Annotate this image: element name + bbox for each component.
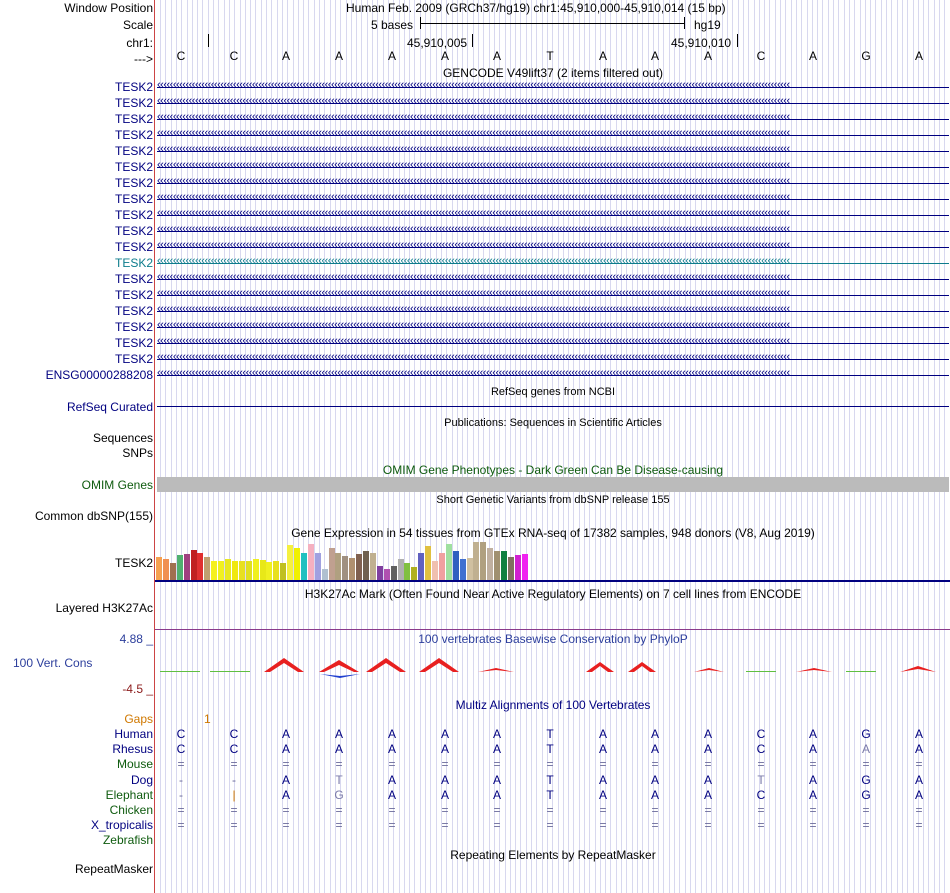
ruler-position-2: 45,910,010 [671,36,732,50]
gencode-transcript-label[interactable]: TESK2 [114,256,153,270]
alignment-base: = [546,757,554,772]
alignment-base: = [651,818,659,833]
alignment-base: = [651,757,659,772]
alignment-base: A [861,742,870,757]
gtex-tissue-bar[interactable] [411,567,417,580]
species-label-chicken[interactable]: Chicken [109,803,153,817]
species-label-mouse[interactable]: Mouse [116,757,153,772]
alignment-base: A [492,742,501,757]
strand-arrows: ‹‹‹‹‹‹‹‹‹‹‹‹‹‹‹‹‹‹‹‹‹‹‹‹‹‹‹‹‹‹‹‹‹‹‹‹‹‹‹‹‹‹‹‹‹‹‹‹‹‹‹‹‹‹‹‹‹‹‹‹‹‹‹‹‹‹‹‹‹‹‹‹‹‹‹‹‹‹‹‹‹‹‹‹‹‹‹‹‹‹‹‹‹‹‹‹‹‹‹‹‹‹‹‹‹‹‹‹‹‹‹‹‹‹‹‹‹‹‹‹‹‹‹‹‹‹‹‹‹‹‹‹‹‹‹‹‹‹‹‹‹‹‹‹‹‹‹‹‹‹‹‹‹‹‹‹‹‹‹‹‹‹‹‹‹‹‹‹‹‹‹‹‹‹‹‹‹‹‹‹‹‹‹‹‹‹‹‹‹‹‹‹‹‹‹‹‹‹‹‹ [157,191,790,203]
gtex-tissue-bar[interactable] [487,548,493,580]
publications-track-label[interactable]: Sequences [92,431,153,445]
alignment-base: T [546,787,554,802]
alignment-base: = [335,757,343,772]
gtex-tissue-bar[interactable] [460,559,466,580]
base-letter: A [598,49,607,63]
alignment-base: A [387,742,396,757]
gtex-tissue-bar[interactable] [404,563,410,580]
gtex-gene-line [155,580,950,582]
gtex-track-label[interactable]: TESK2 [114,556,153,570]
gtex-tissue-bar[interactable] [163,559,169,580]
species-label-dog[interactable]: Dog [130,772,153,787]
gtex-tissue-bar[interactable] [294,548,300,580]
gencode-transcript-label[interactable]: TESK2 [114,160,153,174]
base-letter: A [650,49,659,63]
gtex-tissue-bar[interactable] [232,561,238,580]
alignment-base: = [704,818,712,833]
gtex-tissue-bar[interactable] [184,554,190,580]
cons-positive-peaks [264,658,936,672]
gtex-tissue-bar[interactable] [473,542,479,580]
label-divider [154,0,155,893]
gtex-tissue-bar[interactable] [156,557,162,580]
gtex-tissue-bar[interactable] [425,546,431,580]
species-label-zebrafish[interactable]: Zebrafish [102,833,153,848]
alignment-base: = [282,757,290,772]
gtex-tissue-bar[interactable] [246,561,252,580]
gtex-tissue-bar[interactable] [432,561,438,580]
alignment-base: A [914,727,923,741]
gtex-tissue-bar[interactable] [384,569,390,580]
alignment-base: = [599,757,607,772]
repeatmasker-track-label[interactable]: RepeatMasker [74,862,153,876]
alignment-base: C [756,742,766,757]
window-position-label: Window Position [64,1,153,15]
gtex-tissue-bar[interactable] [218,561,224,580]
alignment-base: A [387,727,396,741]
assembly-position-text: Human Feb. 2009 (GRCh37/hg19) chr1:45,910,000-45,910,014 (15 bp) [346,1,726,15]
alignment-base: = [599,803,607,817]
alignment-base: T [546,727,554,741]
species-label-elephant[interactable]: Elephant [105,787,153,802]
strand-arrows: ‹‹‹‹‹‹‹‹‹‹‹‹‹‹‹‹‹‹‹‹‹‹‹‹‹‹‹‹‹‹‹‹‹‹‹‹‹‹‹‹‹‹‹‹‹‹‹‹‹‹‹‹‹‹‹‹‹‹‹‹‹‹‹‹‹‹‹‹‹‹‹‹‹‹‹‹‹‹‹‹‹‹‹‹‹‹‹‹‹‹‹‹‹‹‹‹‹‹‹‹‹‹‹‹‹‹‹‹‹‹‹‹‹‹‹‹‹‹‹‹‹‹‹‹‹‹‹‹‹‹‹‹‹‹‹‹‹‹‹‹‹‹‹‹‹‹‹‹‹‹‹‹‹‹‹‹‹‹‹‹‹‹‹‹‹‹‹‹‹‹‹‹‹‹‹‹‹‹‹‹‹‹‹‹‹‹‹‹‹‹‹‹‹‹‹‹‹‹‹‹ [157,335,790,347]
alignment-base: = [915,818,923,833]
alignment-base: = [862,757,870,772]
alignment-base: A [334,727,343,741]
alignment-base: G [861,727,871,741]
alignment-base: = [441,818,449,833]
gtex-tissue-bar[interactable] [239,561,245,580]
alignment-base: = [915,757,923,772]
gtex-tissue-bar[interactable] [315,553,321,580]
alignment-base: A [914,787,923,802]
gtex-tissue-bar[interactable] [266,562,272,580]
alignment-base: = [546,818,554,833]
alignment-base: C [756,727,766,741]
alignment-base: A [387,772,396,787]
alignment-base: T [546,742,554,757]
alignment-base: C [176,727,186,741]
scale-text: 5 bases [371,18,414,32]
scale-db: hg19 [694,18,721,32]
alignment-base: T [757,772,765,787]
alignment-base: = [335,818,343,833]
strand-arrows: ‹‹‹‹‹‹‹‹‹‹‹‹‹‹‹‹‹‹‹‹‹‹‹‹‹‹‹‹‹‹‹‹‹‹‹‹‹‹‹‹‹‹‹‹‹‹‹‹‹‹‹‹‹‹‹‹‹‹‹‹‹‹‹‹‹‹‹‹‹‹‹‹‹‹‹‹‹‹‹‹‹‹‹‹‹‹‹‹‹‹‹‹‹‹‹‹‹‹‹‹‹‹‹‹‹‹‹‹‹‹‹‹‹‹‹‹‹‹‹‹‹‹‹‹‹‹‹‹‹‹‹‹‹‹‹‹‹‹‹‹‹‹‹‹‹‹‹‹‹‹‹‹‹‹‹‹‹‹‹‹‹‹‹‹‹‹‹‹‹‹‹‹‹‹‹‹‹‹‹‹‹‹‹‹‹‹‹‹‹‹‹‹‹‹‹‹‹‹‹‹ [157,319,790,331]
refseq-track-label[interactable]: RefSeq Curated [66,400,153,414]
ruler-tick [472,34,473,47]
chromosome-label: chr1: [126,36,153,50]
alignment-base: = [546,803,554,817]
base-letter: A [281,49,290,63]
multiz-track-title[interactable]: Multiz Alignments of 100 Vertebrates [455,698,651,712]
gencode-transcript-label[interactable]: TESK2 [114,96,153,110]
gtex-tissue-bar[interactable] [391,566,397,580]
gtex-tissue-bar[interactable] [398,559,404,580]
alignment-base: = [493,803,501,817]
gencode-track-title[interactable]: GENCODE V49lift37 (2 items filtered out) [442,66,664,80]
alignment-base: C [229,742,239,757]
gencode-transcript-label[interactable]: TESK2 [114,352,153,366]
alignment-base: = [388,757,396,772]
cons-max-label: 4.88 _ [119,632,153,646]
gencode-transcript-label[interactable]: TESK2 [114,336,153,350]
h3k27ac-track-label[interactable]: Layered H3K27Ac [55,601,153,615]
gtex-tissue-bar[interactable] [177,555,183,580]
gtex-tissue-bar[interactable] [467,558,473,580]
gencode-transcript-label[interactable]: TESK2 [114,304,153,318]
alignment-base: A [492,772,501,787]
base-letter: A [703,49,712,63]
alignment-base: = [704,757,712,772]
gtex-track-title[interactable]: Gene Expression in 54 tissues from GTEx RNA-seq of 17382 samples, 948 donors (V8, Aug 2019) [291,526,815,540]
gencode-transcript-label[interactable]: TESK2 [114,112,153,126]
omim-gene-bar[interactable] [157,477,949,492]
ruler-tick [208,34,209,47]
alignment-base: T [546,772,554,787]
gencode-transcript-label[interactable]: TESK2 [114,240,153,254]
base-letter: A [808,49,817,63]
gencode-transcript-label[interactable]: TESK2 [114,192,153,206]
strand-arrows: ‹‹‹‹‹‹‹‹‹‹‹‹‹‹‹‹‹‹‹‹‹‹‹‹‹‹‹‹‹‹‹‹‹‹‹‹‹‹‹‹‹‹‹‹‹‹‹‹‹‹‹‹‹‹‹‹‹‹‹‹‹‹‹‹‹‹‹‹‹‹‹‹‹‹‹‹‹‹‹‹‹‹‹‹‹‹‹‹‹‹‹‹‹‹‹‹‹‹‹‹‹‹‹‹‹‹‹‹‹‹‹‹‹‹‹‹‹‹‹‹‹‹‹‹‹‹‹‹‹‹‹‹‹‹‹‹‹‹‹‹‹‹‹‹‹‹‹‹‹‹‹‹‹‹‹‹‹‹‹‹‹‹‹‹‹‹‹‹‹‹‹‹‹‹‹‹‹‹‹‹‹‹‹‹‹‹‹‹‹‹‹‹‹‹‹‹‹‹‹‹ [157,175,790,187]
gencode-transcript-label[interactable]: TESK2 [114,288,153,302]
gtex-tissue-bar[interactable] [170,563,176,580]
base-letter: C [756,49,766,63]
alignment-base: A [281,787,290,802]
gencode-transcript-label[interactable]: TESK2 [114,272,153,286]
gtex-tissue-bar[interactable] [508,557,514,580]
alignment-base: A [334,742,343,757]
alignment-base: = [388,818,396,833]
alignment-base: A [440,787,449,802]
base-letter: A [387,49,396,63]
strand-arrows: ‹‹‹‹‹‹‹‹‹‹‹‹‹‹‹‹‹‹‹‹‹‹‹‹‹‹‹‹‹‹‹‹‹‹‹‹‹‹‹‹‹‹‹‹‹‹‹‹‹‹‹‹‹‹‹‹‹‹‹‹‹‹‹‹‹‹‹‹‹‹‹‹‹‹‹‹‹‹‹‹‹‹‹‹‹‹‹‹‹‹‹‹‹‹‹‹‹‹‹‹‹‹‹‹‹‹‹‹‹‹‹‹‹‹‹‹‹‹‹‹‹‹‹‹‹‹‹‹‹‹‹‹‹‹‹‹‹‹‹‹‹‹‹‹‹‹‹‹‹‹‹‹‹‹‹‹‹‹‹‹‹‹‹‹‹‹‹‹‹‹‹‹‹‹‹‹‹‹‹‹‹‹‹‹‹‹‹‹‹‹‹‹‹‹‹‹‹‹‹‹ [157,271,790,283]
alignment-base: = [230,818,238,833]
base-letter: C [229,49,239,63]
alignment-base: = [862,818,870,833]
alignment-base: A [650,787,659,802]
alignment-base: A [281,742,290,757]
alignment-base: = [388,803,396,817]
alignment-base: T [335,772,343,787]
alignment-base: = [282,803,290,817]
alignment-base: = [915,803,923,817]
alignment-base: A [281,772,290,787]
gtex-tissue-bar[interactable] [191,550,197,580]
alignment-base: G [334,787,344,802]
strand-arrows: ‹‹‹‹‹‹‹‹‹‹‹‹‹‹‹‹‹‹‹‹‹‹‹‹‹‹‹‹‹‹‹‹‹‹‹‹‹‹‹‹‹‹‹‹‹‹‹‹‹‹‹‹‹‹‹‹‹‹‹‹‹‹‹‹‹‹‹‹‹‹‹‹‹‹‹‹‹‹‹‹‹‹‹‹‹‹‹‹‹‹‹‹‹‹‹‹‹‹‹‹‹‹‹‹‹‹‹‹‹‹‹‹‹‹‹‹‹‹‹‹‹‹‹‹‹‹‹‹‹‹‹‹‹‹‹‹‹‹‹‹‹‹‹‹‹‹‹‹‹‹‹‹‹‹‹‹‹‹‹‹‹‹‹‹‹‹‹‹‹‹‹‹‹‹‹‹‹‹‹‹‹‹‹‹‹‹‹‹‹‹‹‹‹‹‹‹‹‹‹‹ [157,95,790,107]
species-label-human[interactable]: Human [114,727,153,741]
gencode-transcript-label[interactable]: ENSG00000288208 [45,368,153,382]
ruler-tick [737,34,738,47]
species-label-x_tropicalis[interactable]: X_tropicalis [90,818,153,833]
base-letter: C [176,49,186,63]
refseq-gene-line[interactable] [157,406,949,407]
alignment-base: = [809,803,817,817]
gtex-tissue-bar[interactable] [197,553,203,580]
gtex-tissue-bar[interactable] [280,563,286,580]
ruler-position-1: 45,910,005 [407,36,468,50]
alignment-base: = [809,757,817,772]
alignment-base: A [703,727,712,741]
gtex-tissue-bar[interactable] [225,559,231,580]
alignment-base: A [808,772,817,787]
alignment-base: - [179,787,183,802]
alignment-base: = [493,757,501,772]
gtex-tissue-bar[interactable] [439,553,445,580]
alignment-base: A [650,772,659,787]
alignment-base: = [757,818,765,833]
alignment-base: A [808,787,817,802]
strand-arrows: ‹‹‹‹‹‹‹‹‹‹‹‹‹‹‹‹‹‹‹‹‹‹‹‹‹‹‹‹‹‹‹‹‹‹‹‹‹‹‹‹‹‹‹‹‹‹‹‹‹‹‹‹‹‹‹‹‹‹‹‹‹‹‹‹‹‹‹‹‹‹‹‹‹‹‹‹‹‹‹‹‹‹‹‹‹‹‹‹‹‹‹‹‹‹‹‹‹‹‹‹‹‹‹‹‹‹‹‹‹‹‹‹‹‹‹‹‹‹‹‹‹‹‹‹‹‹‹‹‹‹‹‹‹‹‹‹‹‹‹‹‹‹‹‹‹‹‹‹‹‹‹‹‹‹‹‹‹‹‹‹‹‹‹‹‹‹‹‹‹‹‹‹‹‹‹‹‹‹‹‹‹‹‹‹‹‹‹‹‹‹‹‹‹‹‹‹‹‹‹‹ [157,127,790,139]
alignment-base: = [493,818,501,833]
scale-bar-right-tick [684,17,685,29]
alignment-base: A [440,742,449,757]
h3k27ac-baseline [155,629,950,630]
base-letter: A [440,49,449,63]
alignment-base: = [177,818,185,833]
strand-label: ---> [134,52,153,66]
alignment-base: = [757,803,765,817]
base-letter: T [546,49,554,63]
h3k27ac-track-title[interactable]: H3K27Ac Mark (Often Found Near Active Regulatory Elements) on 7 cell lines from ENCODE [304,587,802,601]
gencode-transcript-label[interactable]: TESK2 [114,128,153,142]
dbsnp-track-label[interactable]: Common dbSNP(155) [34,509,153,523]
gencode-transcript-label[interactable]: TESK2 [114,176,153,190]
omim-track-label[interactable]: OMIM Genes [81,478,153,492]
base-letter: A [914,49,923,63]
alignment-base: A [650,727,659,741]
alignment-base: = [230,757,238,772]
alignment-base: A [492,727,501,741]
gtex-tissue-bar[interactable] [356,554,362,580]
alignment-base: A [808,742,817,757]
gtex-tissue-bar[interactable] [501,551,507,580]
strand-arrows: ‹‹‹‹‹‹‹‹‹‹‹‹‹‹‹‹‹‹‹‹‹‹‹‹‹‹‹‹‹‹‹‹‹‹‹‹‹‹‹‹‹‹‹‹‹‹‹‹‹‹‹‹‹‹‹‹‹‹‹‹‹‹‹‹‹‹‹‹‹‹‹‹‹‹‹‹‹‹‹‹‹‹‹‹‹‹‹‹‹‹‹‹‹‹‹‹‹‹‹‹‹‹‹‹‹‹‹‹‹‹‹‹‹‹‹‹‹‹‹‹‹‹‹‹‹‹‹‹‹‹‹‹‹‹‹‹‹‹‹‹‹‹‹‹‹‹‹‹‹‹‹‹‹‹‹‹‹‹‹‹‹‹‹‹‹‹‹‹‹‹‹‹‹‹‹‹‹‹‹‹‹‹‹‹‹‹‹‹‹‹‹‹‹‹‹‹‹‹‹‹ [157,239,790,251]
gtex-tissue-bar[interactable] [211,561,217,580]
gtex-tissue-bar[interactable] [253,559,259,580]
strand-arrows: ‹‹‹‹‹‹‹‹‹‹‹‹‹‹‹‹‹‹‹‹‹‹‹‹‹‹‹‹‹‹‹‹‹‹‹‹‹‹‹‹‹‹‹‹‹‹‹‹‹‹‹‹‹‹‹‹‹‹‹‹‹‹‹‹‹‹‹‹‹‹‹‹‹‹‹‹‹‹‹‹‹‹‹‹‹‹‹‹‹‹‹‹‹‹‹‹‹‹‹‹‹‹‹‹‹‹‹‹‹‹‹‹‹‹‹‹‹‹‹‹‹‹‹‹‹‹‹‹‹‹‹‹‹‹‹‹‹‹‹‹‹‹‹‹‹‹‹‹‹‹‹‹‹‹‹‹‹‹‹‹‹‹‹‹‹‹‹‹‹‹‹‹‹‹‹‹‹‹‹‹‹‹‹‹‹‹‹‹‹‹‹‹‹‹‹‹‹‹‹‹ [157,207,790,219]
gtex-tissue-bar[interactable] [522,554,528,580]
gtex-tissue-bar[interactable] [329,548,335,580]
gtex-tissue-bar[interactable] [363,551,369,580]
gtex-tissue-bar[interactable] [515,555,521,580]
base-letter: A [492,49,501,63]
alignment-base: = [809,818,817,833]
alignment-base: A [703,772,712,787]
strand-arrows: ‹‹‹‹‹‹‹‹‹‹‹‹‹‹‹‹‹‹‹‹‹‹‹‹‹‹‹‹‹‹‹‹‹‹‹‹‹‹‹‹‹‹‹‹‹‹‹‹‹‹‹‹‹‹‹‹‹‹‹‹‹‹‹‹‹‹‹‹‹‹‹‹‹‹‹‹‹‹‹‹‹‹‹‹‹‹‹‹‹‹‹‹‹‹‹‹‹‹‹‹‹‹‹‹‹‹‹‹‹‹‹‹‹‹‹‹‹‹‹‹‹‹‹‹‹‹‹‹‹‹‹‹‹‹‹‹‹‹‹‹‹‹‹‹‹‹‹‹‹‹‹‹‹‹‹‹‹‹‹‹‹‹‹‹‹‹‹‹‹‹‹‹‹‹‹‹‹‹‹‹‹‹‹‹‹‹‹‹‹‹‹‹‹‹‹‹‹‹‹‹ [157,303,790,315]
alignment-base: - [179,772,183,787]
cons-track-label[interactable]: 100 Vert. Cons [13,656,93,670]
alignment-base: C [176,742,186,757]
alignment-base: A [703,742,712,757]
alignment-base: - [232,772,236,787]
alignment-base: = [599,818,607,833]
scale-label: Scale [122,18,153,32]
gtex-tissue-bar[interactable] [308,544,314,580]
alignment-base: C [229,727,239,741]
strand-arrows: ‹‹‹‹‹‹‹‹‹‹‹‹‹‹‹‹‹‹‹‹‹‹‹‹‹‹‹‹‹‹‹‹‹‹‹‹‹‹‹‹‹‹‹‹‹‹‹‹‹‹‹‹‹‹‹‹‹‹‹‹‹‹‹‹‹‹‹‹‹‹‹‹‹‹‹‹‹‹‹‹‹‹‹‹‹‹‹‹‹‹‹‹‹‹‹‹‹‹‹‹‹‹‹‹‹‹‹‹‹‹‹‹‹‹‹‹‹‹‹‹‹‹‹‹‹‹‹‹‹‹‹‹‹‹‹‹‹‹‹‹‹‹‹‹‹‹‹‹‹‹‹‹‹‹‹‹‹‹‹‹‹‹‹‹‹‹‹‹‹‹‹‹‹‹‹‹‹‹‹‹‹‹‹‹‹‹‹‹‹‹‹‹‹‹‹‹‹‹‹‹ [157,111,790,123]
alignment-base: = [177,803,185,817]
base-letter: A [334,49,343,63]
alignment-base: A [914,772,923,787]
gtex-tissue-bar[interactable] [349,558,355,580]
gencode-transcript-label[interactable]: TESK2 [114,80,153,94]
strand-arrows: ‹‹‹‹‹‹‹‹‹‹‹‹‹‹‹‹‹‹‹‹‹‹‹‹‹‹‹‹‹‹‹‹‹‹‹‹‹‹‹‹‹‹‹‹‹‹‹‹‹‹‹‹‹‹‹‹‹‹‹‹‹‹‹‹‹‹‹‹‹‹‹‹‹‹‹‹‹‹‹‹‹‹‹‹‹‹‹‹‹‹‹‹‹‹‹‹‹‹‹‹‹‹‹‹‹‹‹‹‹‹‹‹‹‹‹‹‹‹‹‹‹‹‹‹‹‹‹‹‹‹‹‹‹‹‹‹‹‹‹‹‹‹‹‹‹‹‹‹‹‹‹‹‹‹‹‹‹‹‹‹‹‹‹‹‹‹‹‹‹‹‹‹‹‹‹‹‹‹‹‹‹‹‹‹‹‹‹‹‹‹‹‹‹‹‹‹‹‹‹‹ [157,367,790,379]
gtex-tissue-bar[interactable] [494,551,500,580]
alignment-base: = [177,757,185,772]
alignment-base: G [861,787,871,802]
gtex-tissue-bar[interactable] [287,545,293,580]
strand-arrows: ‹‹‹‹‹‹‹‹‹‹‹‹‹‹‹‹‹‹‹‹‹‹‹‹‹‹‹‹‹‹‹‹‹‹‹‹‹‹‹‹‹‹‹‹‹‹‹‹‹‹‹‹‹‹‹‹‹‹‹‹‹‹‹‹‹‹‹‹‹‹‹‹‹‹‹‹‹‹‹‹‹‹‹‹‹‹‹‹‹‹‹‹‹‹‹‹‹‹‹‹‹‹‹‹‹‹‹‹‹‹‹‹‹‹‹‹‹‹‹‹‹‹‹‹‹‹‹‹‹‹‹‹‹‹‹‹‹‹‹‹‹‹‹‹‹‹‹‹‹‹‹‹‹‹‹‹‹‹‹‹‹‹‹‹‹‹‹‹‹‹‹‹‹‹‹‹‹‹‹‹‹‹‹‹‹‹‹‹‹‹‹‹‹‹‹‹‹‹‹‹ [157,143,790,155]
strand-arrows: ‹‹‹‹‹‹‹‹‹‹‹‹‹‹‹‹‹‹‹‹‹‹‹‹‹‹‹‹‹‹‹‹‹‹‹‹‹‹‹‹‹‹‹‹‹‹‹‹‹‹‹‹‹‹‹‹‹‹‹‹‹‹‹‹‹‹‹‹‹‹‹‹‹‹‹‹‹‹‹‹‹‹‹‹‹‹‹‹‹‹‹‹‹‹‹‹‹‹‹‹‹‹‹‹‹‹‹‹‹‹‹‹‹‹‹‹‹‹‹‹‹‹‹‹‹‹‹‹‹‹‹‹‹‹‹‹‹‹‹‹‹‹‹‹‹‹‹‹‹‹‹‹‹‹‹‹‹‹‹‹‹‹‹‹‹‹‹‹‹‹‹‹‹‹‹‹‹‹‹‹‹‹‹‹‹‹‹‹‹‹‹‹‹‹‹‹‹‹‹‹ [157,255,790,267]
alignment-base: = [757,757,765,772]
strand-arrows: ‹‹‹‹‹‹‹‹‹‹‹‹‹‹‹‹‹‹‹‹‹‹‹‹‹‹‹‹‹‹‹‹‹‹‹‹‹‹‹‹‹‹‹‹‹‹‹‹‹‹‹‹‹‹‹‹‹‹‹‹‹‹‹‹‹‹‹‹‹‹‹‹‹‹‹‹‹‹‹‹‹‹‹‹‹‹‹‹‹‹‹‹‹‹‹‹‹‹‹‹‹‹‹‹‹‹‹‹‹‹‹‹‹‹‹‹‹‹‹‹‹‹‹‹‹‹‹‹‹‹‹‹‹‹‹‹‹‹‹‹‹‹‹‹‹‹‹‹‹‹‹‹‹‹‹‹‹‹‹‹‹‹‹‹‹‹‹‹‹‹‹‹‹‹‹‹‹‹‹‹‹‹‹‹‹‹‹‹‹‹‹‹‹‹‹‹‹‹‹‹ [157,159,790,171]
alignment-base: = [651,803,659,817]
strand-arrows: ‹‹‹‹‹‹‹‹‹‹‹‹‹‹‹‹‹‹‹‹‹‹‹‹‹‹‹‹‹‹‹‹‹‹‹‹‹‹‹‹‹‹‹‹‹‹‹‹‹‹‹‹‹‹‹‹‹‹‹‹‹‹‹‹‹‹‹‹‹‹‹‹‹‹‹‹‹‹‹‹‹‹‹‹‹‹‹‹‹‹‹‹‹‹‹‹‹‹‹‹‹‹‹‹‹‹‹‹‹‹‹‹‹‹‹‹‹‹‹‹‹‹‹‹‹‹‹‹‹‹‹‹‹‹‹‹‹‹‹‹‹‹‹‹‹‹‹‹‹‹‹‹‹‹‹‹‹‹‹‹‹‹‹‹‹‹‹‹‹‹‹‹‹‹‹‹‹‹‹‹‹‹‹‹‹‹‹‹‹‹‹‹‹‹‹‹‹‹‹‹ [157,223,790,235]
gtex-tissue-bar[interactable] [260,560,266,580]
gaps-label: Gaps [124,712,153,726]
alignment-base: A [281,727,290,741]
alignment-base: C [756,787,766,802]
alignment-base: A [492,787,501,802]
alignment-base: | [232,787,236,802]
conservation-plot[interactable] [156,650,950,690]
gtex-tissue-bar[interactable] [453,551,459,580]
alignment-base: = [282,818,290,833]
gtex-tissue-bar[interactable] [446,544,452,580]
alignment-base: = [441,757,449,772]
alignment-base: A [387,787,396,802]
gtex-tissue-bar[interactable] [370,553,376,580]
dbsnp-track-title[interactable]: Short Genetic Variants from dbSNP release 155 [436,494,670,506]
alignment-base: = [441,803,449,817]
species-label-rhesus[interactable]: Rhesus [112,742,153,757]
alignment-base: A [440,727,449,741]
alignment-base: A [703,787,712,802]
gtex-tissue-bar[interactable] [480,542,486,580]
gtex-tissue-bar[interactable] [377,566,383,580]
gencode-transcript-label[interactable]: TESK2 [114,224,153,238]
alignment-base: A [598,787,607,802]
publications-track-title[interactable]: Publications: Sequences in Scientific Articles [444,417,662,429]
alignment-base: A [598,772,607,787]
cons-negative-dips [160,671,876,678]
gencode-transcript-label[interactable]: TESK2 [114,144,153,158]
alignment-base: G [861,772,871,787]
gtex-tissue-bar[interactable] [342,556,348,580]
alignment-base: A [598,727,607,741]
alignment-base: A [914,742,923,757]
alignment-base: A [650,742,659,757]
gencode-transcript-label[interactable]: TESK2 [114,208,153,222]
alignment-base: A [440,772,449,787]
gaps-value: 1 [204,712,211,726]
cons-track-title[interactable]: 100 vertebrates Basewise Conservation by PhyloP [418,632,688,646]
alignment-base: = [335,803,343,817]
gencode-transcript-label[interactable]: TESK2 [114,320,153,334]
alignment-base: = [230,803,238,817]
repeatmasker-track-title[interactable]: Repeating Elements by RepeatMasker [450,848,656,862]
strand-arrows: ‹‹‹‹‹‹‹‹‹‹‹‹‹‹‹‹‹‹‹‹‹‹‹‹‹‹‹‹‹‹‹‹‹‹‹‹‹‹‹‹‹‹‹‹‹‹‹‹‹‹‹‹‹‹‹‹‹‹‹‹‹‹‹‹‹‹‹‹‹‹‹‹‹‹‹‹‹‹‹‹‹‹‹‹‹‹‹‹‹‹‹‹‹‹‹‹‹‹‹‹‹‹‹‹‹‹‹‹‹‹‹‹‹‹‹‹‹‹‹‹‹‹‹‹‹‹‹‹‹‹‹‹‹‹‹‹‹‹‹‹‹‹‹‹‹‹‹‹‹‹‹‹‹‹‹‹‹‹‹‹‹‹‹‹‹‹‹‹‹‹‹‹‹‹‹‹‹‹‹‹‹‹‹‹‹‹‹‹‹‹‹‹‹‹‹‹‹‹‹‹ [157,351,790,363]
alignment-base: = [704,803,712,817]
alignment-base: A [808,727,817,741]
gtex-tissue-bar[interactable] [335,553,341,580]
gtex-tissue-bar[interactable] [418,553,424,580]
refseq-track-title[interactable]: RefSeq genes from NCBI [490,386,616,398]
gtex-tissue-bar[interactable] [301,553,307,580]
gtex-tissue-bar[interactable] [273,561,279,580]
strand-arrows: ‹‹‹‹‹‹‹‹‹‹‹‹‹‹‹‹‹‹‹‹‹‹‹‹‹‹‹‹‹‹‹‹‹‹‹‹‹‹‹‹‹‹‹‹‹‹‹‹‹‹‹‹‹‹‹‹‹‹‹‹‹‹‹‹‹‹‹‹‹‹‹‹‹‹‹‹‹‹‹‹‹‹‹‹‹‹‹‹‹‹‹‹‹‹‹‹‹‹‹‹‹‹‹‹‹‹‹‹‹‹‹‹‹‹‹‹‹‹‹‹‹‹‹‹‹‹‹‹‹‹‹‹‹‹‹‹‹‹‹‹‹‹‹‹‹‹‹‹‹‹‹‹‹‹‹‹‹‹‹‹‹‹‹‹‹‹‹‹‹‹‹‹‹‹‹‹‹‹‹‹‹‹‹‹‹‹‹‹‹‹‹‹‹‹‹‹‹‹‹‹ [157,79,790,91]
omim-track-title[interactable]: OMIM Gene Phenotypes - Dark Green Can Be Disease-causing [382,463,724,477]
strand-arrows: ‹‹‹‹‹‹‹‹‹‹‹‹‹‹‹‹‹‹‹‹‹‹‹‹‹‹‹‹‹‹‹‹‹‹‹‹‹‹‹‹‹‹‹‹‹‹‹‹‹‹‹‹‹‹‹‹‹‹‹‹‹‹‹‹‹‹‹‹‹‹‹‹‹‹‹‹‹‹‹‹‹‹‹‹‹‹‹‹‹‹‹‹‹‹‹‹‹‹‹‹‹‹‹‹‹‹‹‹‹‹‹‹‹‹‹‹‹‹‹‹‹‹‹‹‹‹‹‹‹‹‹‹‹‹‹‹‹‹‹‹‹‹‹‹‹‹‹‹‹‹‹‹‹‹‹‹‹‹‹‹‹‹‹‹‹‹‹‹‹‹‹‹‹‹‹‹‹‹‹‹‹‹‹‹‹‹‹‹‹‹‹‹‹‹‹‹‹‹‹‹ [157,287,790,299]
base-letter: G [861,49,871,63]
cons-min-label: -4.5 _ [122,682,153,696]
scale-bar [420,23,685,24]
snps-track-label[interactable]: SNPs [122,446,153,460]
gtex-tissue-bar[interactable] [204,557,210,580]
alignment-base: = [862,803,870,817]
alignment-base: A [598,742,607,757]
gtex-tissue-bar[interactable] [322,569,328,580]
